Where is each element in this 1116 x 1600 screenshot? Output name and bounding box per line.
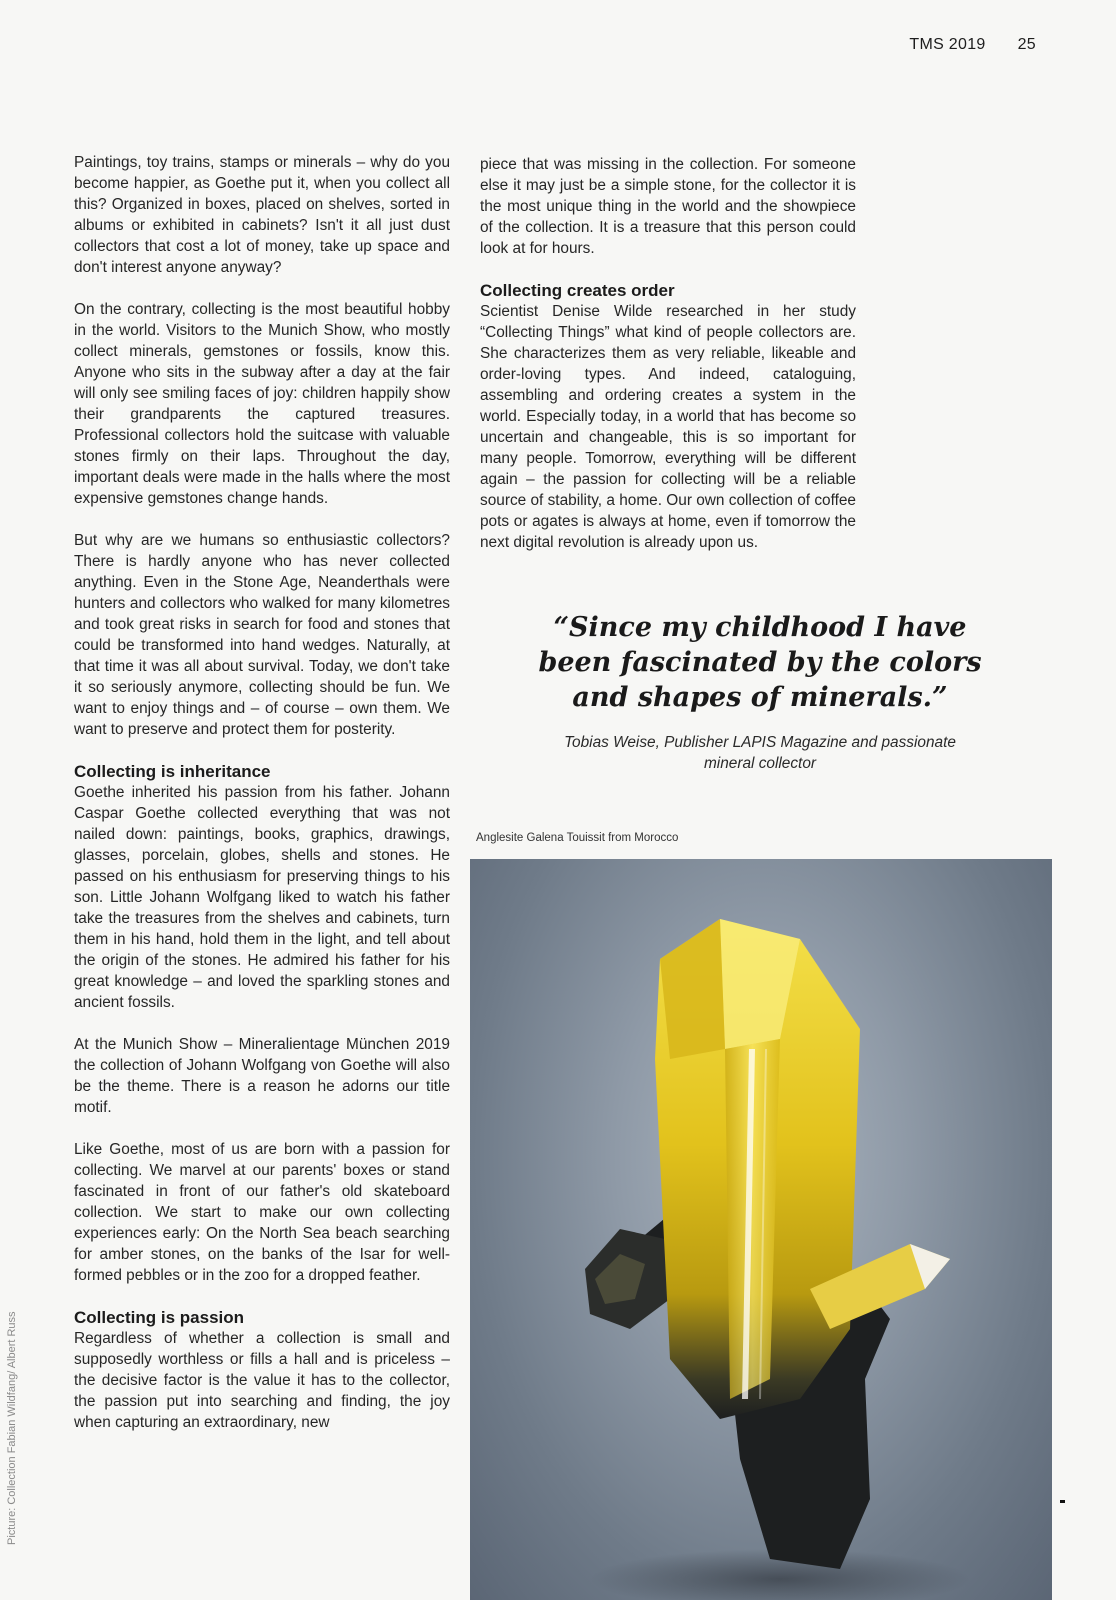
crystal-illustration <box>470 859 1052 1600</box>
section-heading: Collecting is passion <box>74 1308 245 1327</box>
magazine-title: TMS 2019 <box>909 36 986 53</box>
pull-quote: “Since my childhood I have been fascinated by the colors and shapes of minerals.” <box>538 612 982 713</box>
right-column <box>480 154 856 574</box>
photo-credit: Picture: Collection Fabian Wildfang/ Albert Russ <box>6 1311 18 1545</box>
section-heading: Collecting is inheritance <box>74 762 271 781</box>
photo-caption: Anglesite Galena Touissit from Morocco <box>476 832 679 844</box>
paragraph: Scientist Denise Wilde researched in her study “Collecting Things” what kind of people collectors are. She characterizes them as very reliable, likeable and order-loving types. And indeed, cataloguing, assembling and ordering creates a system in the world. Especially today, in a world that has become so uncertain and changeable, this is so important for many people. Tomorrow, everything will be different again – the passion for collecting will be a reliable source of stability, a home. Our own collection of coffee pots or agates is always at home, even if tomorrow the next digital revolution is already upon us. <box>480 303 856 551</box>
page-header <box>909 36 1036 54</box>
left-column <box>74 152 450 1454</box>
paragraph: piece that was missing in the collection. For someone else it may just be a simple stone, for the collector it is the most unique thing in the world and the showpiece of the collection. It is a treasure that this person could look at for hours. <box>480 156 856 257</box>
paragraph: On the contrary, collecting is the most beautiful hobby in the world. Visitors to the Munich Show, who mostly collect minerals, gemstones or fossils, know this. Anyone who sits in the subway after a day at the fair will only see smiling faces of joy: children happily show their grandparents the captured treasures. Professional collectors hold the suitcase with valuable stones firmly on their laps. Throughout the day, important deals were made in the halls where the most expensive gemstones change hands. <box>74 301 450 507</box>
quote-attribution: Tobias Weise, Publisher LAPIS Magazine and passionate mineral collector <box>564 734 956 772</box>
paragraph: Like Goethe, most of us are born with a passion for collecting. We marvel at our parents' boxes or stand fascinated in front of our father's old skateboard collection. We start to make our own collecting experiences early: On the North Sea beach searching for amber stones, on the banks of the Isar for well-formed pebbles or in the zoo for a dropped feather. <box>74 1141 450 1284</box>
mineral-photo <box>470 859 1052 1600</box>
paragraph: Goethe inherited his passion from his father. Johann Caspar Goethe collected everything that was not nailed down: paintings, books, graphics, drawings, glasses, porcelain, globes, shells and stones. He passed on his enthusiasm for preserving things to his son. Little Johann Wolfgang liked to watch his father take the treasures from the shelves and cabinets, turn them in his hand, hold them in the light, and tell about the origin of the stones. He admired his father for his great knowledge – and loved the sparkling stones and ancient fossils. <box>74 784 450 1011</box>
paragraph: But why are we humans so enthusiastic collectors? There is hardly anyone who has never collected anything. Even in the Stone Age, Neanderthals were hunters and collectors who walked for many kilometres and took great risks in search for food and stones that could be transformed into hand wedges. Naturally, at that time it was all about survival. Today, we don't take it so seriously anymore, collecting should be fun. We want to enjoy things and – of course – own them. We want to preserve and protect them for posterity. <box>74 532 450 738</box>
paragraph: Regardless of whether a collection is small and supposedly worthless or fills a hall and is priceless – the decisive factor is the value it has to the collector, the passion put into searching and finding, the joy when capturing an extraordinary, new <box>74 1330 450 1431</box>
paragraph: Paintings, toy trains, stamps or minerals – why do you become happier, as Goethe put it, when you collect all this? Organized in boxes, placed on shelves, sorted in albums or exhibited in cabinets? Isn't it all just dust collectors that cost a lot of money, take up space and don't interest anyone anyway? <box>74 154 450 276</box>
page-number: 25 <box>1017 36 1036 53</box>
section-heading: Collecting creates order <box>480 281 675 300</box>
paragraph: At the Munich Show – Mineralientage München 2019 the collection of Johann Wolfgang von Goethe will also be the theme. There is a reason he adorns our title motif. <box>74 1036 450 1116</box>
decorative-dot <box>1060 1500 1065 1503</box>
